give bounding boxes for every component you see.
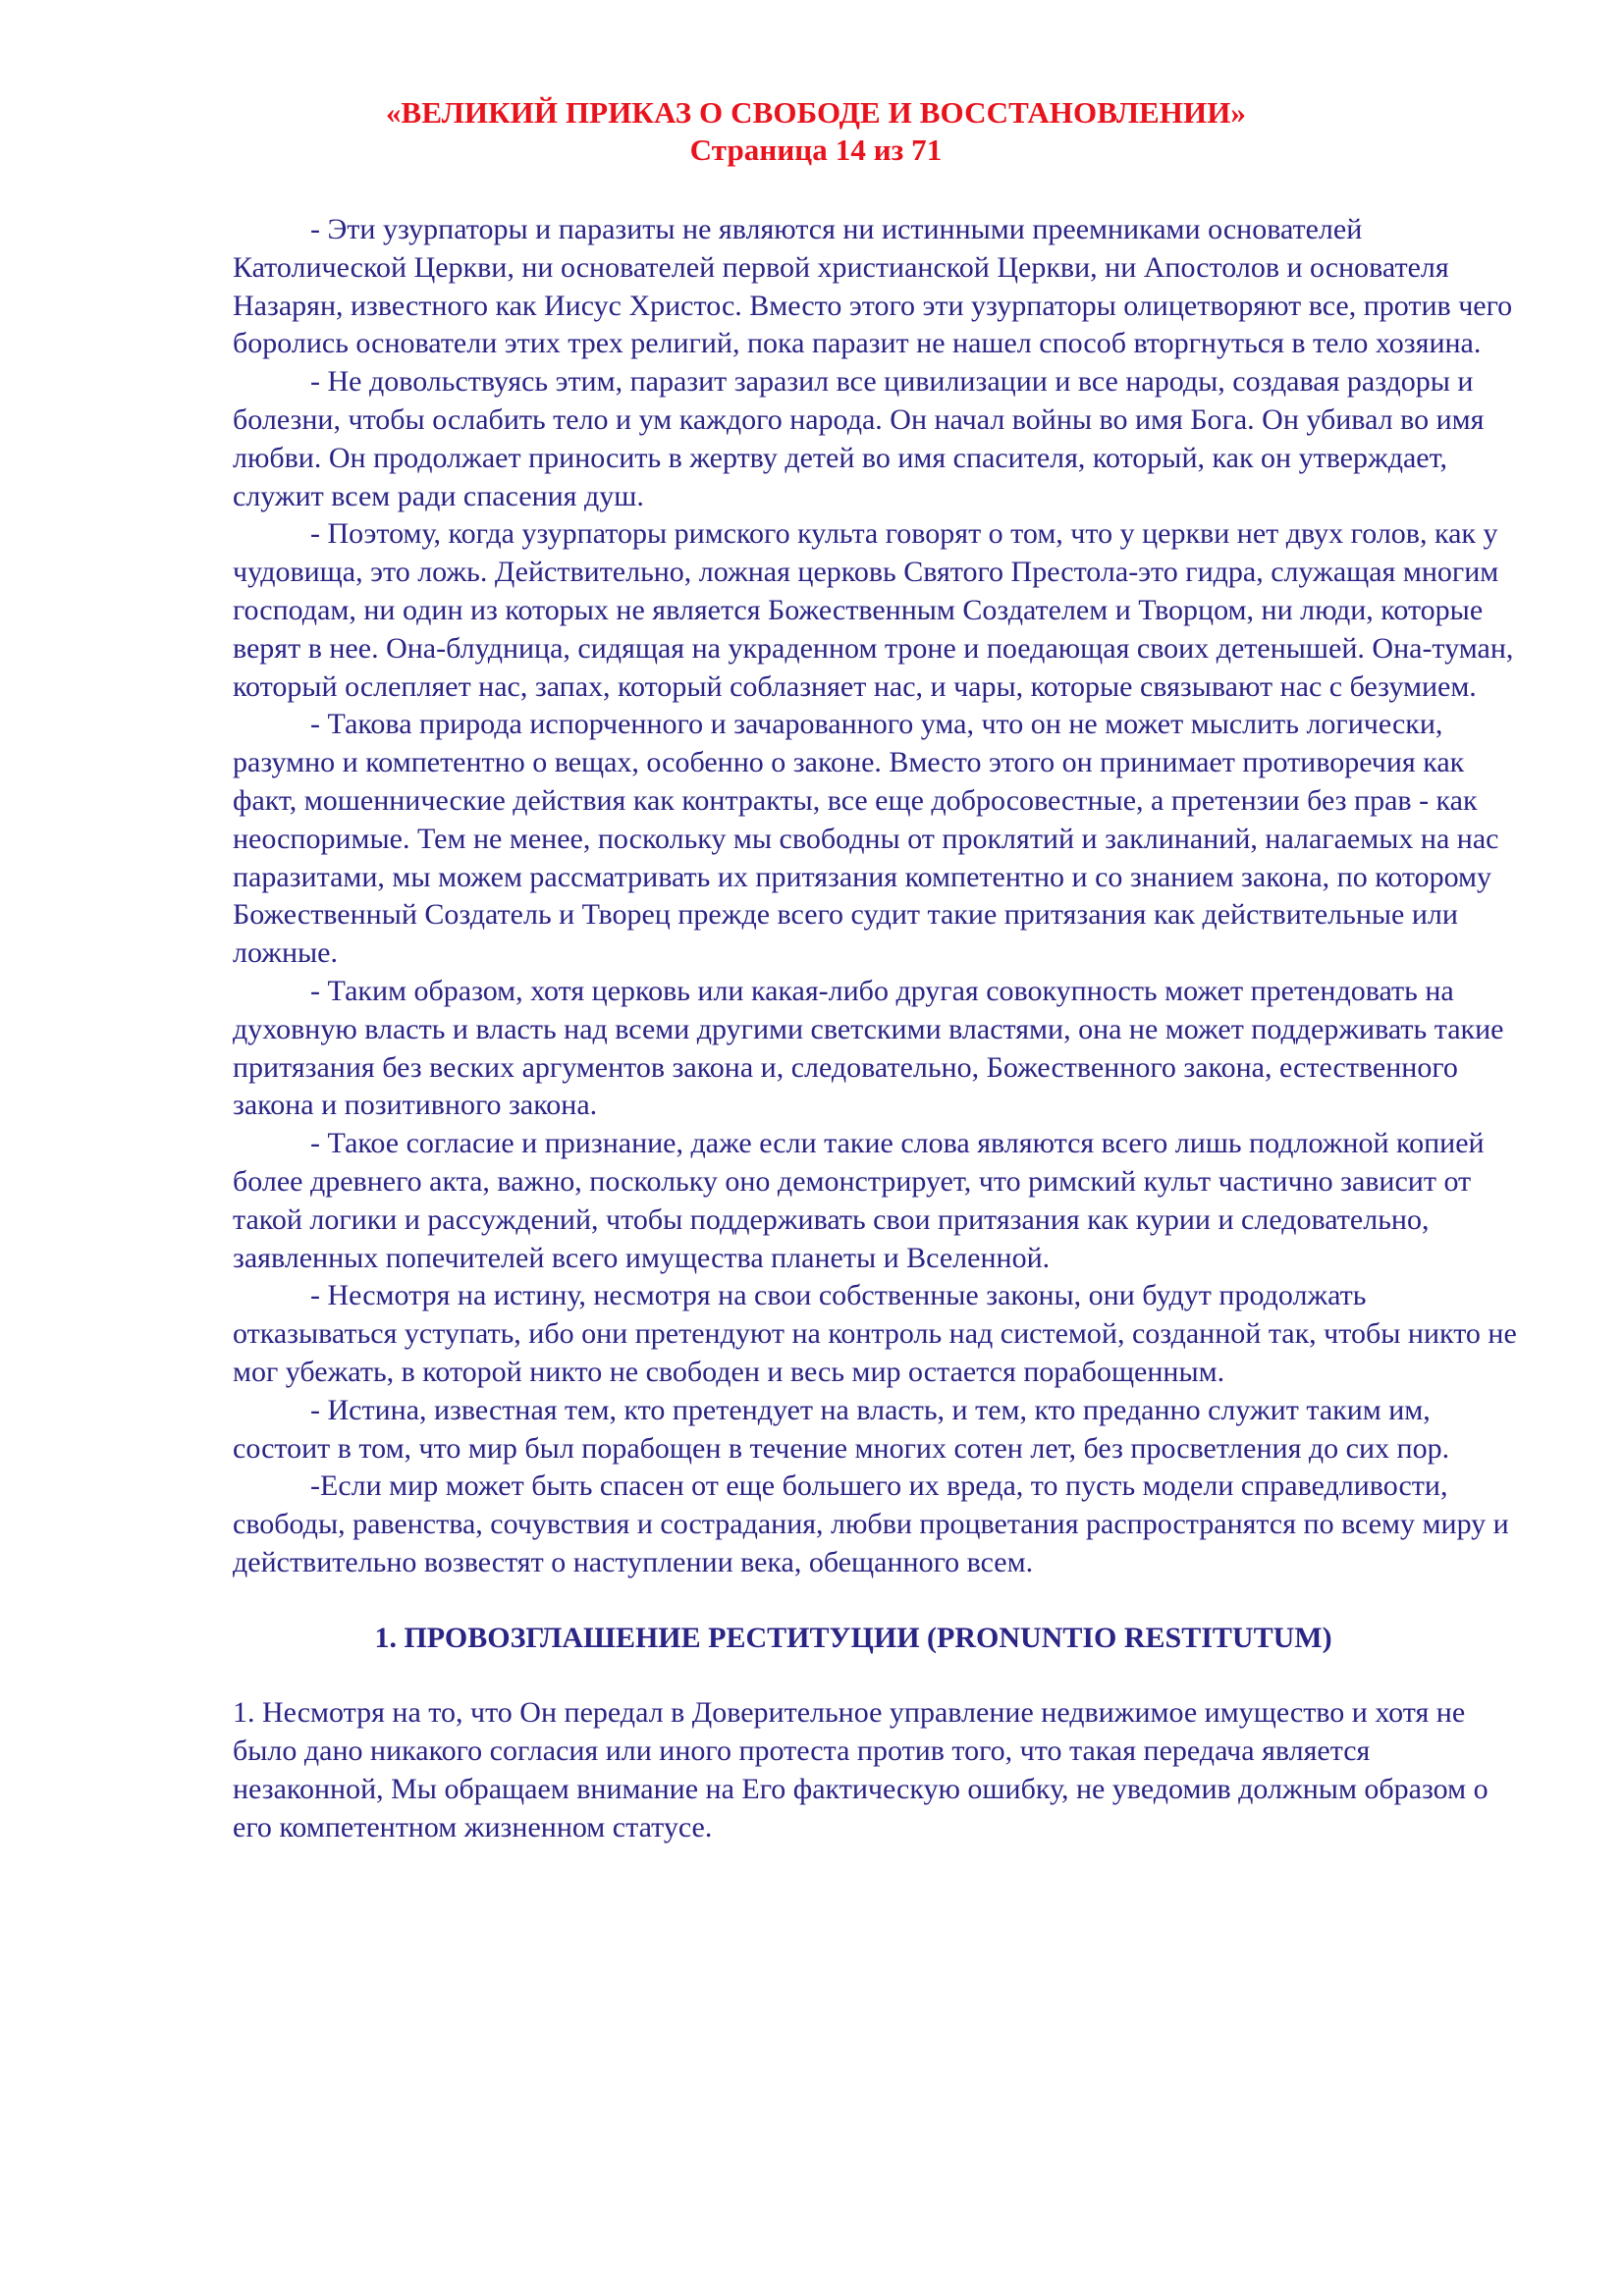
paragraph: - Эти узурпаторы и паразиты не являются ни истинными преемниками основателей Католической Церкви, ни основателей первой христианской Церкви, ни Апостолов и основателя Назарян, известного как Иисус Христос. Вместо этого эти узурпаторы олицетворяют все, против чего боролись основатели этих трех религий, пока паразит не нашел способ вторгнуться в тело хозяина. <box>233 213 1513 360</box>
paragraph: - Истина, известная тем, кто претендует на власть, и тем, кто преданно служит таким им, состоит в том, что мир был порабощен в течение многих сотен лет, без просветления до сих пор. <box>233 1393 1450 1465</box>
document-body <box>233 211 1519 1847</box>
paragraph: - Такова природа испорченного и зачарованного ума, что он не может мыслить логически, разумно и компетентно о вещах, особенно о законе. Вместо этого он принимает противоречия как факт, мошеннические действия как контракты, все еще добросовестные, а претензии без прав - как неоспоримые. Тем не менее, поскольку мы свободны от проклятий и заклинаний, налагаемых на нас паразитами, мы можем рассматривать их притязания компетентно и со знанием закона, по которому Божественный Создатель и Творец прежде всего судит такие притязания как действительные или ложные. <box>233 708 1499 970</box>
paragraph: - Поэтому, когда узурпаторы римского культа говорят о том, что у церкви нет двух голов, как у чудовища, это ложь. Действительно, ложная церковь Святого Престола-это гидра, служащая многим господам, ни один из которых не является Божественным Создателем и Творцом, ни люди, которые верят в нее. Она-блудница, сидящая на украденном троне и поедающая своих детенышей. Она-туман, который ослепляет нас, запах, который соблазняет нас, и чары, которые связывают нас с безумием. <box>233 517 1514 703</box>
paragraph: - Таким образом, хотя церковь или какая-либо другая совокупность может претендовать на духовную власть и власть над всеми другими светскими властями, она не может поддерживать такие притязания без веских аргументов закона и, следовательно, Божественного закона, естественного закона и позитивного закона. <box>233 974 1504 1122</box>
section-heading: 1. ПРОВОЗГЛАШЕНИЕ РЕСТИТУЦИИ (PRONUNTIO RESTITUTUM) <box>374 1621 1332 1654</box>
paragraph: - Такое согласие и признание, даже если такие слова являются всего лишь подложной копией более древнего акта, важно, поскольку оно демонстрирует, что римский культ частично зависит от такой логики и рассуждений, чтобы поддерживать свои притязания как курии и следовательно, заявленных попечителей всего имущества планеты и Вселенной. <box>233 1127 1485 1274</box>
paragraph: - Не довольствуясь этим, паразит заразил все цивилизации и все народы, создавая раздоры и болезни, чтобы ослабить тело и ум каждого народа. Он начал войны во имя Бога. Он убивал во имя любви. Он продолжает приносить в жертву детей во имя спасителя, который, как он утверждает, служит всем ради спасения душ. <box>233 365 1485 512</box>
paragraph: - Несмотря на истину, несмотря на свои собственные законы, они будут продолжать отказываться уступать, ибо они претендуют на контроль над системой, созданной так, чтобы никто не мог убежать, в которой никто не свободен и весь мир остается порабощенным. <box>233 1279 1517 1388</box>
paragraph: -Если мир может быть спасен от еще большего их вреда, то пусть модели справедливости, свободы, равенства, сочувствия и сострадания, любви процветания распространятся по всему миру и действительно возвестят о наступлении века, обещанного всем. <box>233 1469 1509 1578</box>
document-title: «ВЕЛИКИЙ ПРИКАЗ О СВОБОДЕ И ВОССТАНОВЛЕНИИ» <box>385 95 1247 130</box>
numbered-paragraph: 1. Несмотря на то, что Он передал в Доверительное управление недвижимое имущество и хотя не было дано никакого согласия или иного протеста против того, что такая передача является незаконной, Мы обращаем внимание на Его фактическую ошибку, не уведомив должным образом о его компетентном жизненном статусе. <box>233 1696 1489 1843</box>
page-header <box>0 94 1624 169</box>
page-number: Страница 14 из 71 <box>689 133 943 167</box>
